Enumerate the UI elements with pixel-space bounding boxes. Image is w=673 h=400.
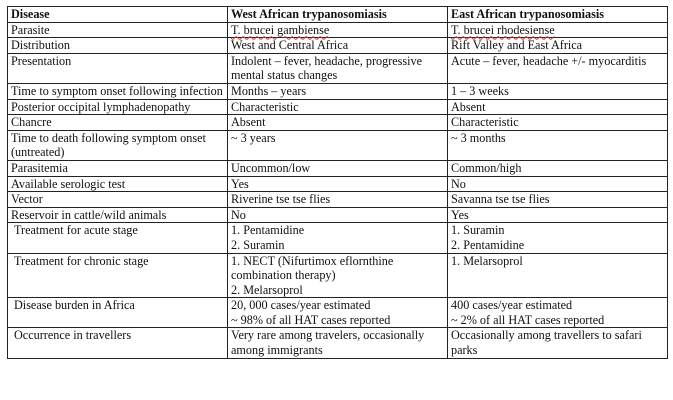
east-line: 1. Melarsoprol: [451, 253, 523, 268]
west-cell: No: [228, 207, 448, 223]
west-cell: [228, 22, 448, 38]
west-cell: [228, 223, 448, 253]
row-label: Distribution: [8, 38, 228, 54]
east-cell: Savanna tse tse flies: [448, 192, 668, 208]
east-cell: [448, 22, 668, 38]
west-cell: West and Central Africa: [228, 38, 448, 54]
east-cell: [448, 253, 668, 298]
table-row: [8, 53, 668, 83]
west-cell: Absent: [228, 115, 448, 131]
east-value: T. brucei rhodesiense: [451, 22, 555, 37]
header-east-african: East African trypanosomiasis: [448, 7, 668, 23]
west-value: T. brucei gambiense: [231, 22, 330, 37]
east-line: 1. Suramin: [451, 223, 505, 238]
table-row: [8, 99, 668, 115]
east-line: ~ 2% of all HAT cases reported: [451, 312, 605, 327]
west-cell: [228, 253, 448, 298]
row-label: Disease burden in Africa: [8, 298, 228, 328]
east-cell: Acute – fever, headache +/- myocarditis: [448, 53, 668, 83]
east-cell: Occasionally among travellers to safari parks: [448, 328, 668, 358]
east-cell: No: [448, 176, 668, 192]
east-line: 2. Pentamidine: [451, 237, 525, 252]
west-line: 20, 000 cases/year estimated: [231, 298, 371, 313]
west-line: 1. Pentamidine: [231, 223, 305, 238]
west-cell: Months – years: [228, 83, 448, 99]
west-cell: Very rare among travelers, occasionally among immigrants: [228, 328, 448, 358]
east-cell: Characteristic: [448, 115, 668, 131]
row-label: Chancre: [8, 115, 228, 131]
row-label: Available serologic test: [8, 176, 228, 192]
east-line: 400 cases/year estimated: [451, 298, 573, 313]
west-line: ~ 98% of all HAT cases reported: [231, 312, 391, 327]
table-row: [8, 22, 668, 38]
row-label: Posterior occipital lymphadenopathy: [8, 99, 228, 115]
table-row: [8, 38, 668, 54]
header-disease: Disease: [8, 7, 228, 23]
trypanosomiasis-comparison-table: [7, 6, 668, 359]
row-label: Treatment for acute stage: [8, 223, 228, 253]
table-row: [8, 160, 668, 176]
east-cell: Rift Valley and East Africa: [448, 38, 668, 54]
east-cell: 1 – 3 weeks: [448, 83, 668, 99]
east-cell: Yes: [448, 207, 668, 223]
west-line: 2. Melarsoprol: [231, 282, 303, 297]
row-label: Vector: [8, 192, 228, 208]
west-line: 1. NECT (Nifurtimox eflornthine combination therapy): [231, 253, 394, 283]
table-row: [8, 298, 668, 328]
row-label: Treatment for chronic stage: [8, 253, 228, 298]
east-cell: [448, 298, 668, 328]
table-row: [8, 115, 668, 131]
west-cell: [228, 298, 448, 328]
east-cell: [448, 223, 668, 253]
west-cell: Uncommon/low: [228, 160, 448, 176]
west-cell: ~ 3 years: [228, 130, 448, 160]
table-row: [8, 253, 668, 298]
east-cell: Absent: [448, 99, 668, 115]
row-label: Time to death following symptom onset (untreated): [8, 130, 228, 160]
west-line: 2. Suramin: [231, 237, 285, 252]
row-label: Presentation: [8, 53, 228, 83]
table-row: [8, 130, 668, 160]
west-cell: Yes: [228, 176, 448, 192]
west-cell: Indolent – fever, headache, progressive mental status changes: [228, 53, 448, 83]
row-label: Parasitemia: [8, 160, 228, 176]
west-cell: Riverine tse tse flies: [228, 192, 448, 208]
table-row: [8, 328, 668, 358]
table-row: [8, 223, 668, 253]
row-label: Parasite: [8, 22, 228, 38]
row-label: Occurrence in travellers: [8, 328, 228, 358]
west-cell: Characteristic: [228, 99, 448, 115]
header-west-african: West African trypanosomiasis: [228, 7, 448, 23]
table-row: [8, 207, 668, 223]
row-label: Reservoir in cattle/wild animals: [8, 207, 228, 223]
east-cell: ~ 3 months: [448, 130, 668, 160]
table-header-row: [8, 7, 668, 23]
table-row: [8, 192, 668, 208]
table-row: [8, 176, 668, 192]
table-row: [8, 83, 668, 99]
east-cell: Common/high: [448, 160, 668, 176]
row-label: Time to symptom onset following infection: [8, 83, 228, 99]
